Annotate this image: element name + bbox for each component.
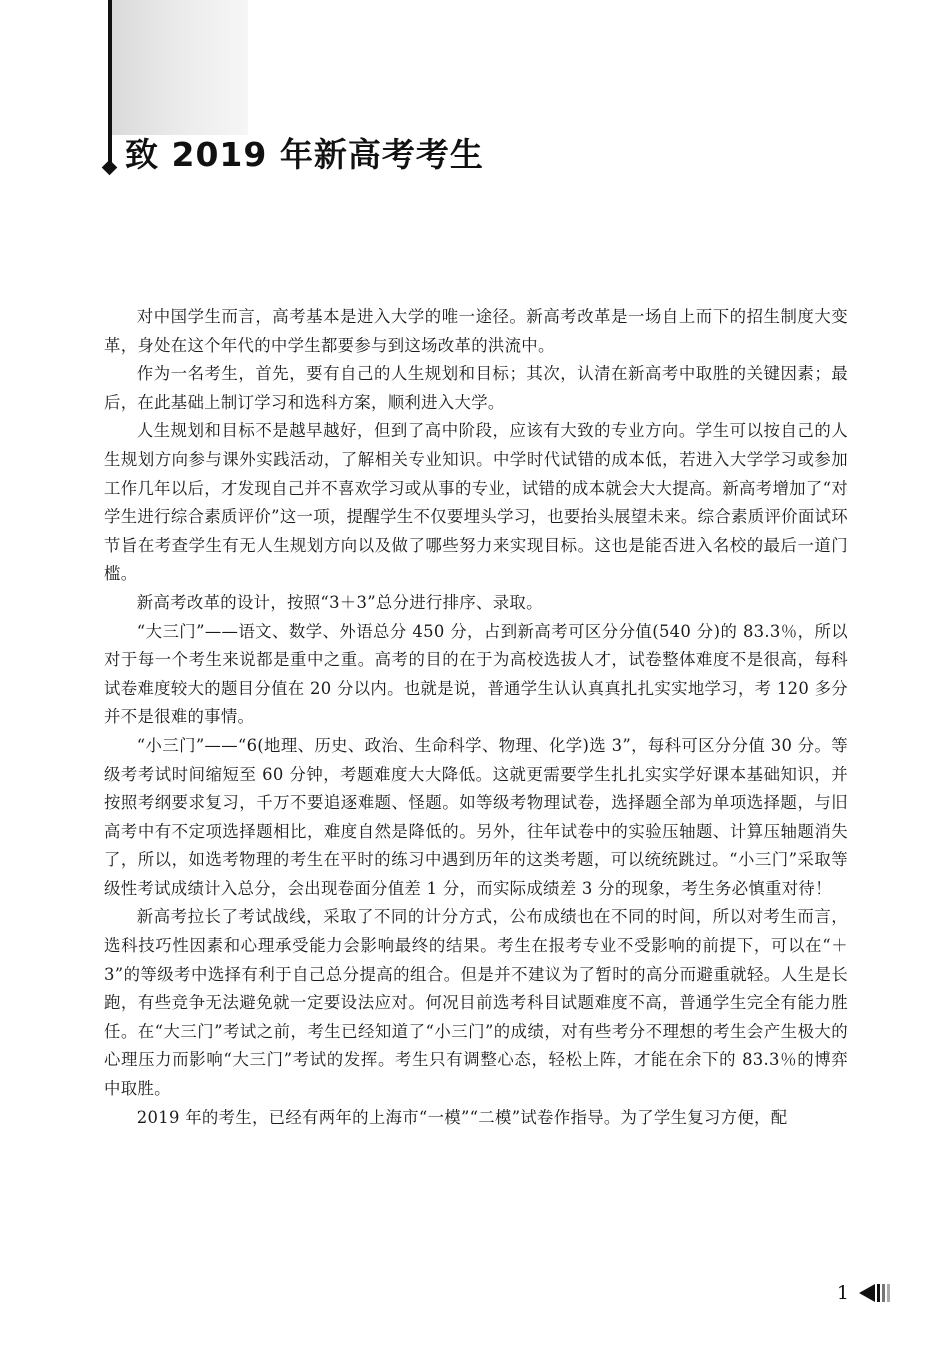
- arrow-bar: [887, 1284, 890, 1302]
- paragraph: “大三门”——语文、数学、外语总分 450 分，占到新高考可区分分值(540 分)的 83.3％，所以对于每一个考生来说都是重中之重。高考的目的在于为高校选拔人才，试卷整体难度不是很高，每科试卷难度较大的题目分值在 20 分以内。也就是说，普通学生认认真真扎扎实实地学习，考 120 多分并不是很难的事情。: [104, 621, 849, 727]
- paragraph: 新高考拉长了考试战线，采取了不同的计分方式，公布成绩也在不同的时间，所以对考生而言，选科技巧性因素和心理承受能力会影响最终的结果。考生在报考专业不受影响的前提下，可以在“＋3”的等级考中选择有利于自己总分提高的组合。但是并不建议为了暂时的高分而避重就轻。人生是长跑，有些竞争无法避免就一定要设法应对。何况目前选考科目试题难度不高，普通学生完全有能力胜任。在“大三门”考试之前，考生已经知道了“小三门”的成绩，对有些考分不理想的考生会产生极大的心理压力而影响“大三门”考试的发挥。考生只有调整心态，轻松上阵，才能在余下的 83.3％的博弈中取胜。: [104, 907, 848, 1099]
- paragraph: 人生规划和目标不是越早越好，但到了高中阶段，应该有大致的专业方向。学生可以按自己的人生规划方向参与课外实践活动，了解相关专业知识。中学时代试错的成本低，若进入大学学习或参加工作几年以后，才发现自己并不喜欢学习或从事的专业，试错的成本就会大大提高。新高考增加了“对学生进行综合素质评价”这一项，提醒学生不仅要埋头学习，也要抬头展望未来。综合素质评价面试环节旨在考查学生有无人生规划方向以及做了哪些努力来实现目标。这也是能否进入名校的最后一道门槛。: [104, 421, 848, 584]
- paragraph: 新高考改革的设计，按照“3＋3”总分进行排序、录取。: [136, 592, 543, 612]
- header-decoration-block: [108, 0, 248, 135]
- paragraph: 作为一名考生，首先，要有自己的人生规划和目标；其次，认清在新高考中取胜的关键因素；最后，在此基础上制订学习和选科方案，顺利进入大学。: [104, 364, 848, 412]
- header-vertical-rule: [108, 0, 112, 168]
- arrow-bar: [877, 1284, 880, 1302]
- paragraph: 2019 年的考生，已经有两年的上海市“一模”“二模”试卷作指导。为了学生复习方便，配: [136, 1107, 788, 1127]
- arrow-triangle: [859, 1284, 875, 1302]
- page-number: 1: [836, 1282, 849, 1304]
- page-title: 致 2019 年新高考考生: [125, 135, 484, 174]
- paragraph: 对中国学生而言，高考基本是进入大学的唯一途径。新高考改革是一场自上而下的招生制度大变革，身处在这个年代的中学生都要参与到这场改革的洪流中。: [104, 307, 848, 355]
- article-body: [104, 303, 848, 1132]
- title-diamond-icon: [102, 160, 118, 176]
- page-footer: [837, 1280, 890, 1306]
- arrow-bar: [882, 1284, 885, 1302]
- paragraph: “小三门”——“6(地理、历史、政治、生命科学、物理、化学)选 3”，每科可区分分值 30 分。等级考考试时间缩短至 60 分钟，考题难度大大降低。这就更需要学生扎扎实实学好课本基础知识，并按照考纲要求复习，千万不要追逐难题、怪题。如等级考物理试卷，选择题全部为单项选择题，与旧高考中有不定项选择题相比，难度自然是降低的。另外，往年试卷中的实验压轴题、计算压轴题消失了，所以，如选考物理的考生在平时的练习中遇到历年的这类考题，可以统统跳过。“小三门”采取等级性考试成绩计入总分，会出现卷面分值差 1 分，而实际成绩差 3 分的现象，考生务必慎重对待！: [104, 735, 848, 898]
- page-marker-arrow-icon: [859, 1284, 890, 1302]
